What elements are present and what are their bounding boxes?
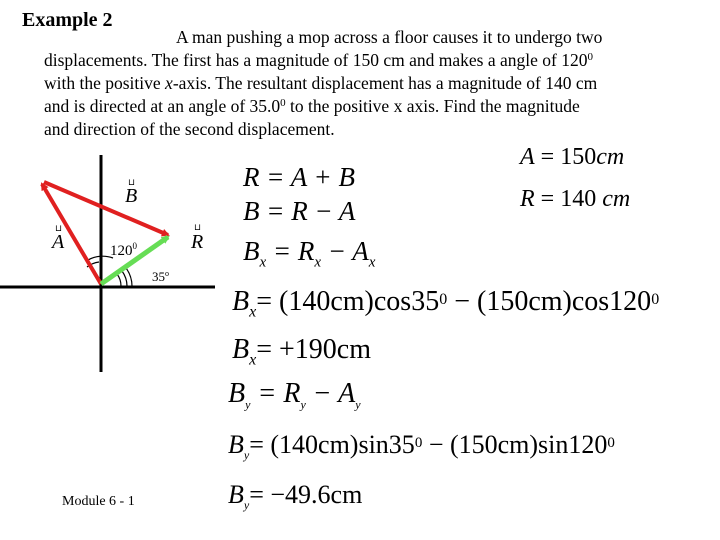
equation-vector-diff: B = R − A (243, 196, 356, 226)
example-heading: Example 2 (22, 9, 113, 31)
svg-text:⊔: ⊔ (194, 222, 202, 232)
problem-line-3: with the positive x-axis. The resultant displacement has a magnitude of 140 cm (44, 73, 598, 93)
equation-bx-components: $B_x = R_x - A_x$ (243, 236, 376, 271)
vector-diagram (0, 150, 220, 380)
problem-line-4: and is directed at an angle of 35.0$^0$ to the positive x axis. Find the magnitude (44, 96, 580, 116)
label-R: R (191, 231, 204, 253)
equation-by-result: $B_y= -49.6cm$ (228, 480, 363, 513)
equation-bx-numeric: $B_x= (140cm)\cos 35^0 - (150cm)\cos 120^0$ (232, 286, 660, 321)
problem-line-2: displacements. The first has a magnitude of 150 cm and makes a angle of $120^0$ (44, 50, 593, 70)
equation-vector-sum: R = A + B (243, 162, 355, 192)
label-A: A (52, 231, 65, 253)
problem-line-5: and direction of the second displacement. (44, 119, 335, 139)
svg-text:⊔: ⊔ (128, 177, 136, 187)
equation-bx-result: $B_x= +190cm$ (232, 334, 372, 369)
angle-arc-35 (117, 274, 121, 286)
vector-A (42, 184, 101, 284)
svg-text:⊔: ⊔ (55, 223, 63, 233)
problem-line-1: A man pushing a mop across a floor causes it to undergo two (176, 27, 603, 47)
angle-label-120: $120^0$ (110, 241, 137, 259)
given-A: A = 150cm (520, 144, 625, 170)
vector-B (44, 182, 168, 235)
angle-label-35: 35$^o$ (152, 269, 169, 284)
given-R: R = 140 cm (520, 186, 631, 212)
equation-by-components: $B_y = R_y - A_y$ (228, 378, 361, 412)
module-footer: Module 6 - 1 (62, 494, 135, 509)
label-B: B (125, 185, 138, 207)
equation-by-numeric: $B_y= (140cm)\sin 35^0 - (150cm)\sin 120^0$ (228, 430, 615, 463)
